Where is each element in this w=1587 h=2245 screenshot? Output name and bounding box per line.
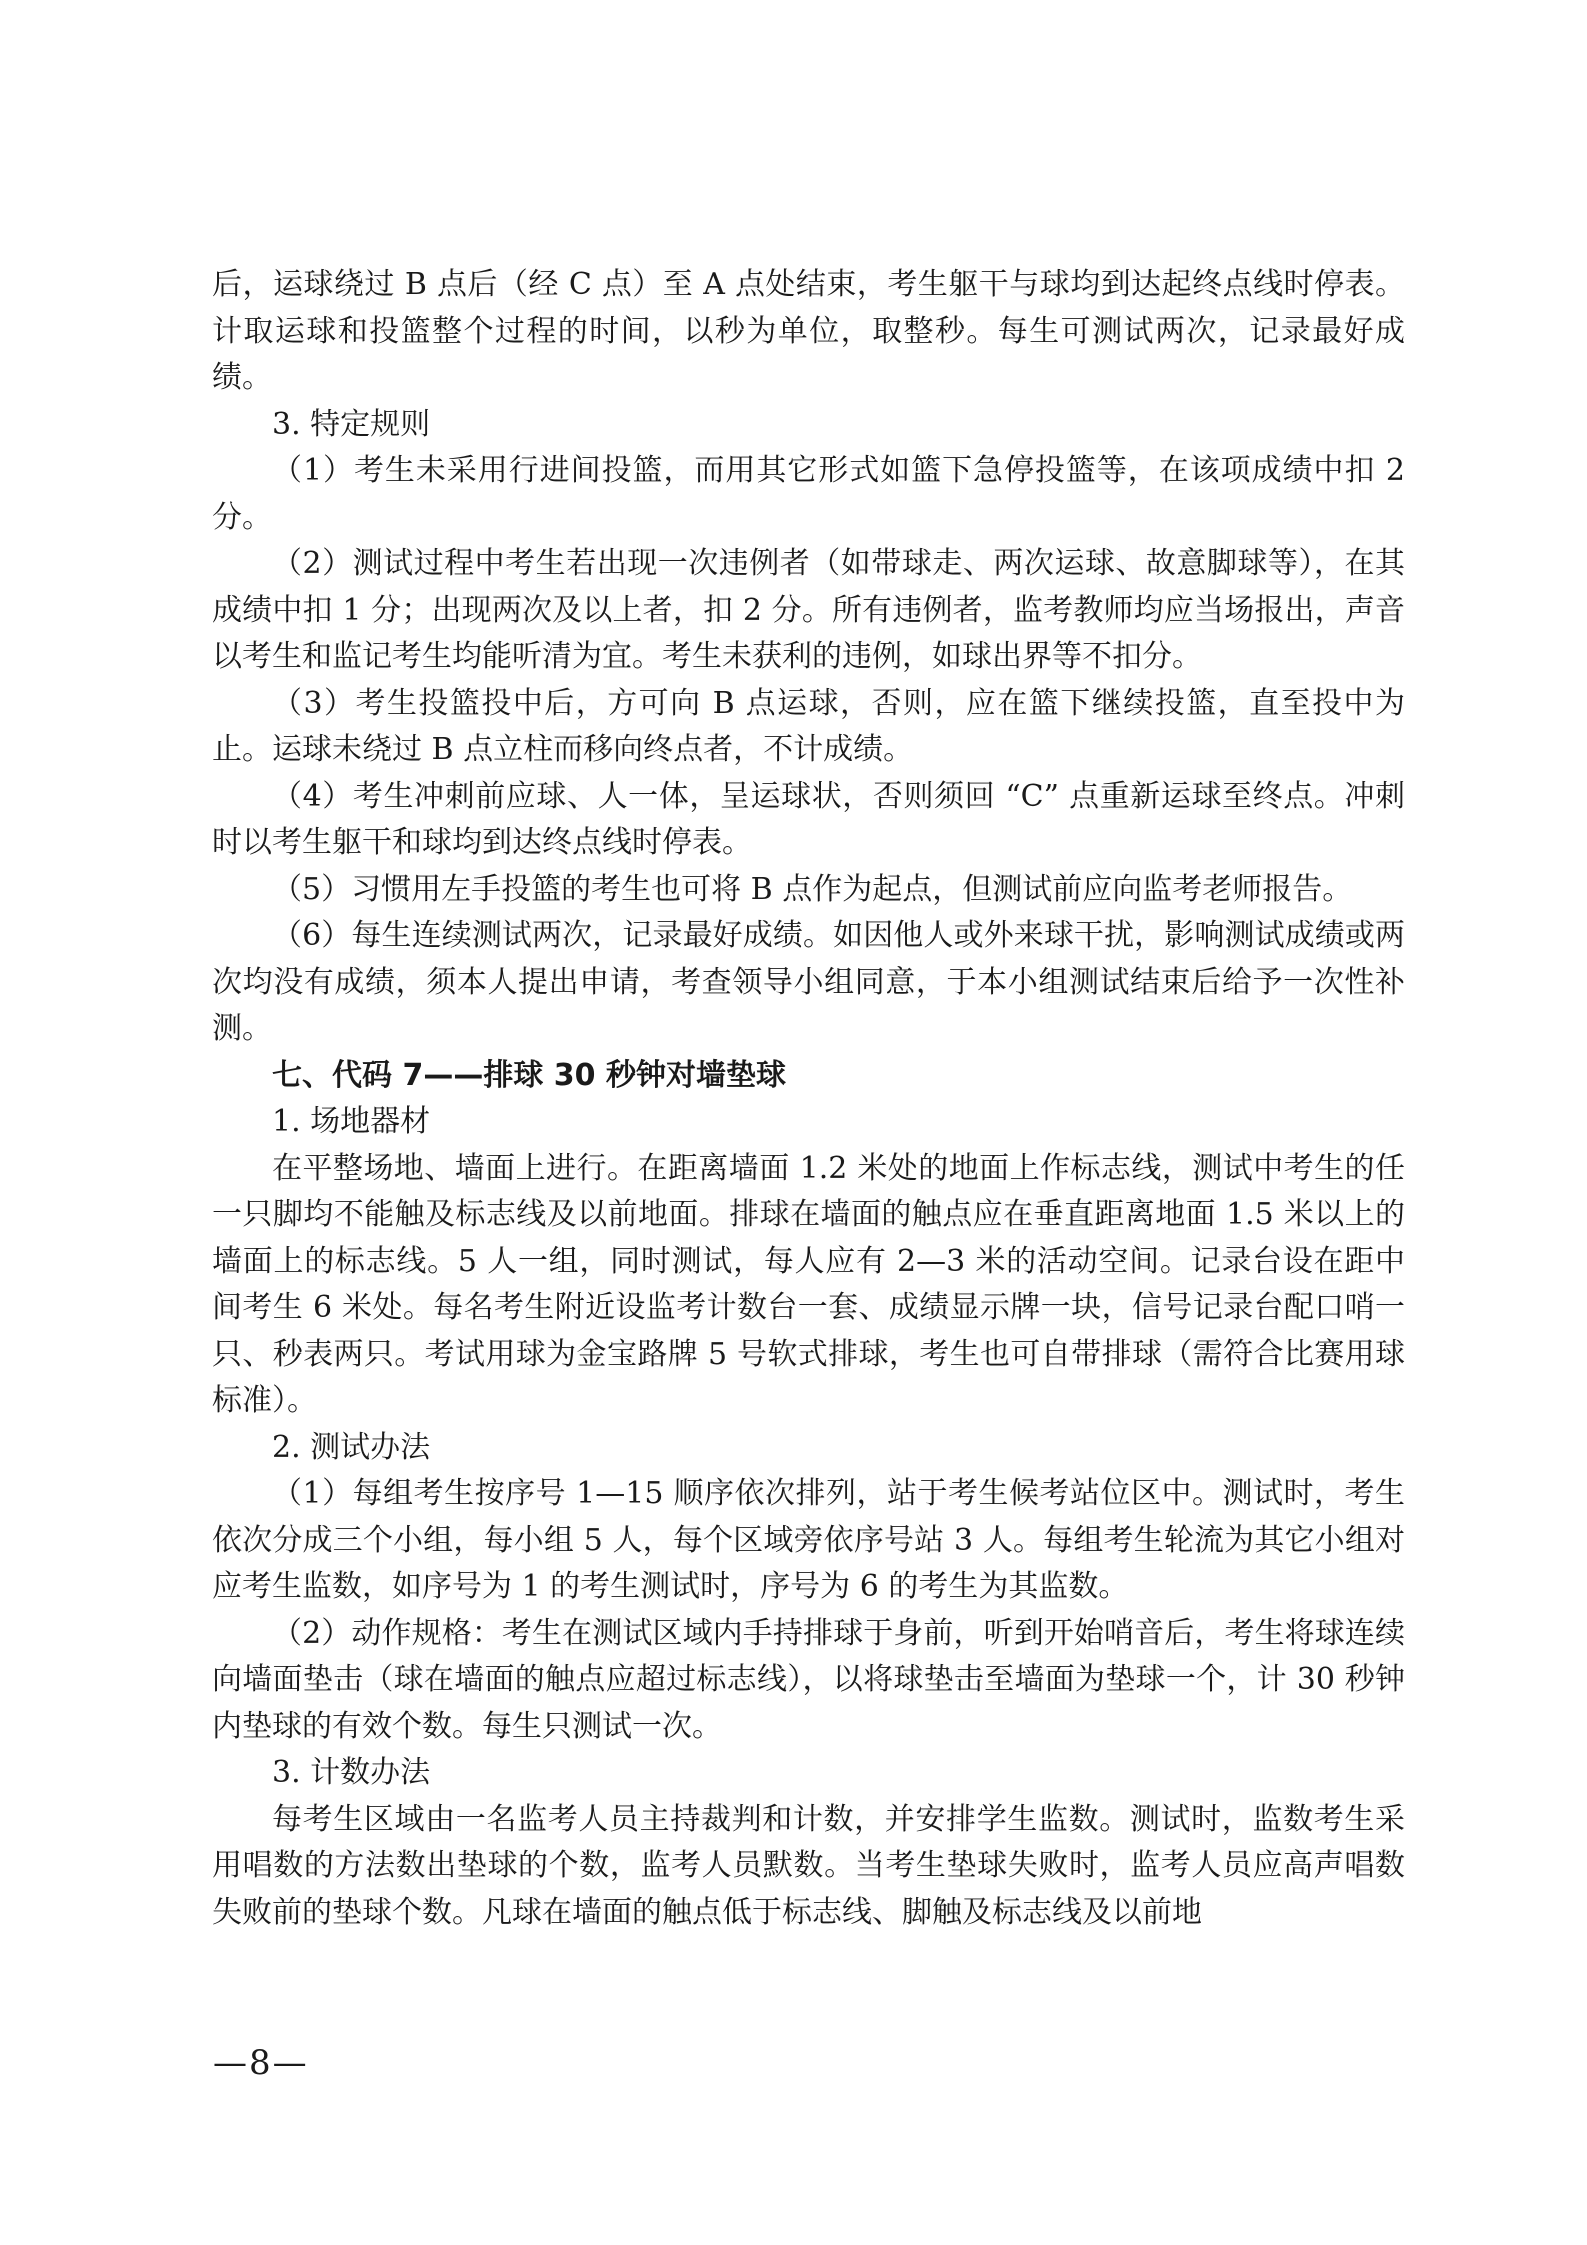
document-body: [212, 262, 1405, 1936]
subsection-heading: 2. 测试办法: [272, 1429, 431, 1465]
paragraph: （5）习惯用左手投篮的考生也可将 B 点作为起点，但测试前应向监考老师报告。: [272, 871, 1353, 907]
paragraph: （6）每生连续测试两次，记录最好成绩。如因他人或外来球干扰，影响测试成绩或两次均没有成绩，须本人提出申请，考查领导小组同意，于本小组测试结束后给予一次性补测。: [212, 918, 1405, 1046]
paragraph: 每考生区域由一名监考人员主持裁判和计数，并安排学生监数。测试时，监数考生采用唱数的方法数出垫球的个数，监考人员默数。当考生垫球失败时，监考人员应高声唱数失败前的垫球个数。凡球在墙面的触点低于标志线、脚触及标志线及以前地: [212, 1801, 1405, 1930]
paragraph: （2）动作规格：考生在测试区域内手持排球于身前，听到开始哨音后，考生将球连续向墙面垫击（球在墙面的触点应超过标志线），以将球垫击至墙面为垫球一个，计 30 秒钟内垫球的有效个数。每生只测试一次。: [212, 1615, 1405, 1744]
subsection-heading: 1. 场地器材: [272, 1104, 431, 1139]
paragraph: 在平整场地、墙面上进行。在距离墙面 1.2 米处的地面上作标志线，测试中考生的任一只脚均不能触及标志线及以前地面。排球在墙面的触点应在垂直距离地面 1.5 米以上的墙面上的标志线。5 人一组，同时测试，每人应有 2—3 米的活动空间。记录台设在距中间考生 6 米处。每名考生附近设监考计数台一套、成绩显示牌一块，信号记录台配口哨一只、秒表两只。考试用球为金宝路牌 5 号软式排球，考生也可自带排球（需符合比赛用球标准）。: [212, 1150, 1405, 1418]
paragraph: （1）每组考生按序号 1—15 顺序依次排列，站于考生候考站位区中。测试时，考生依次分成三个小组，每小组 5 人，每个区域旁依序号站 3 人。每组考生轮流为其它小组对应考生监数，如序号为 1 的考生测试时，序号为 6 的考生为其监数。: [212, 1476, 1405, 1604]
paragraph: （3）考生投篮投中后，方可向 B 点运球，否则，应在篮下继续投篮，直至投中为止。运球未绕过 B 点立柱而移向终点者，不计成绩。: [212, 685, 1405, 767]
paragraph: （2）测试过程中考生若出现一次违例者（如带球走、两次运球、故意脚球等），在其成绩中扣 1 分；出现两次及以上者，扣 2 分。所有违例者，监考教师均应当场报出，声音以考生和监记考生均能听清为宜。考生未获利的违例，如球出界等不扣分。: [212, 546, 1405, 674]
subsection-heading: 3. 计数办法: [272, 1755, 431, 1790]
section-heading: 七、代码 7——排球 30 秒钟对墙垫球: [272, 1057, 786, 1093]
paragraph: （4）考生冲刺前应球、人一体，呈运球状，否则须回 “C” 点重新运球至终点。冲刺时以考生躯干和球均到达终点线时停表。: [212, 778, 1405, 860]
page-number: —8—: [213, 2043, 309, 2083]
paragraph: 后，运球绕过 B 点后（经 C 点）至 A 点处结束，考生躯干与球均到达起终点线时停表。计取运球和投篮整个过程的时间，以秒为单位，取整秒。每生可测试两次，记录最好成绩。: [212, 267, 1405, 395]
subsection-heading: 3. 特定规则: [272, 406, 431, 442]
paragraph: （1）考生未采用行进间投篮，而用其它形式如篮下急停投篮等，在该项成绩中扣 2 分。: [212, 453, 1405, 535]
